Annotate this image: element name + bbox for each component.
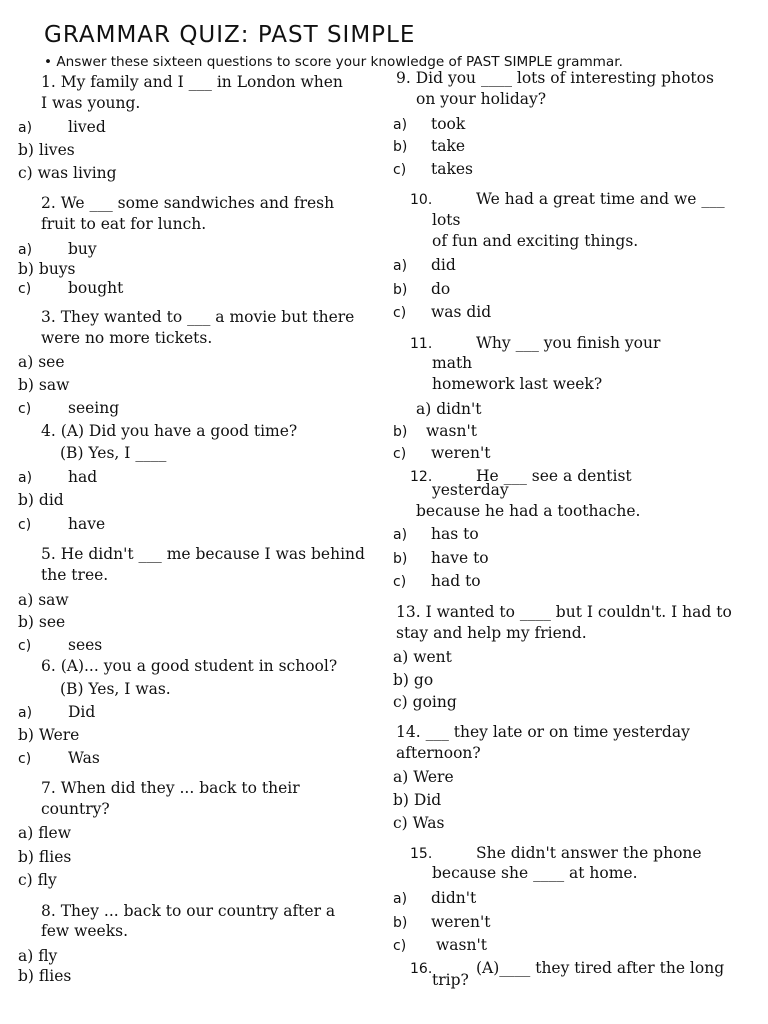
q5-option-c-letter: c) <box>18 638 32 654</box>
q9-option-b-letter: b) <box>393 139 408 155</box>
question-3: 3. They wanted to ___ a movie but there <box>41 308 355 326</box>
q6-option-b: b) Were <box>18 726 80 744</box>
q7-option-a: a) flew <box>18 824 71 842</box>
q1-option-c: c) was living <box>18 164 117 182</box>
question-12-line-2: yesterday <box>432 481 509 499</box>
question-14-line-2: afternoon? <box>396 744 481 762</box>
q15-option-b-letter: b) <box>393 915 408 931</box>
question-9: 9. Did you ____ lots of interesting photos <box>396 69 714 87</box>
question-8-line-2: few weeks. <box>41 922 128 940</box>
question-2-line-2: fruit to eat for lunch. <box>41 215 207 233</box>
q5-option-b: b) see <box>18 613 66 631</box>
question-9-line-2: on your holiday? <box>416 90 547 108</box>
q1-option-a: lived <box>68 118 106 136</box>
question-12-line-3: because he had a toothache. <box>416 502 641 520</box>
q3-option-b: b) saw <box>18 376 70 394</box>
q2-option-a-letter: a) <box>18 242 33 258</box>
question-15-number: 15. <box>410 846 433 862</box>
question-16-number: 16. <box>410 961 433 977</box>
question-11-line-3: homework last week? <box>432 375 603 393</box>
q4-option-c-letter: c) <box>18 517 32 533</box>
q12-option-b-letter: b) <box>393 551 408 567</box>
q2-option-c: bought <box>68 279 124 297</box>
question-11-number: 11. <box>410 336 433 352</box>
question-8: 8. They ... back to our country after a <box>41 902 336 920</box>
q10-option-b: do <box>431 280 451 298</box>
q7-option-b: b) flies <box>18 848 72 866</box>
q13-option-c: c) going <box>393 693 457 711</box>
q3-option-a: a) see <box>18 353 65 371</box>
question-6-line-2: (B) Yes, I was. <box>60 680 171 698</box>
question-15-line-2: because she ____ at home. <box>432 864 638 882</box>
q15-option-a: didn't <box>431 889 477 907</box>
question-10: We had a great time and we ___ <box>476 190 725 208</box>
instructions: • Answer these sixteen questions to score your knowledge of PAST SIMPLE grammar. <box>44 54 623 69</box>
q12-option-a-letter: a) <box>393 527 408 543</box>
question-5-line-2: the tree. <box>41 566 109 584</box>
question-10-line-2: lots <box>432 211 461 229</box>
question-7: 7. When did they ... back to their <box>41 779 300 797</box>
question-13: 13. I wanted to ____ but I couldn't. I had to <box>396 603 732 621</box>
question-1-line-2: I was young. <box>41 94 141 112</box>
question-2: 2. We ___ some sandwiches and fresh <box>41 194 335 212</box>
q6-option-c: Was <box>68 749 100 767</box>
question-15: She didn't answer the phone <box>476 844 702 862</box>
q6-option-a: Did <box>68 703 96 721</box>
q11-option-b: wasn't <box>426 422 477 440</box>
q8-option-b: b) flies <box>18 967 72 985</box>
question-10-line-3: of fun and exciting things. <box>432 232 639 250</box>
q11-option-c-letter: c) <box>393 446 407 462</box>
q10-option-a: did <box>431 256 456 274</box>
q12-option-c: had to <box>431 572 481 590</box>
q11-option-a: a) didn't <box>416 400 482 418</box>
q11-option-b-letter: b) <box>393 424 408 440</box>
q8-option-a: a) fly <box>18 947 58 965</box>
q4-option-a: had <box>68 468 98 486</box>
question-6: 6. (A)... you a good student in school? <box>41 657 338 675</box>
q9-option-a: took <box>431 115 466 133</box>
question-4: 4. (A) Did you have a good time? <box>41 422 298 440</box>
q14-option-a: a) Were <box>393 768 454 786</box>
q2-option-c-letter: c) <box>18 281 32 297</box>
q15-option-a-letter: a) <box>393 891 408 907</box>
q12-option-a: has to <box>431 525 479 543</box>
q12-option-b: have to <box>431 549 489 567</box>
q14-option-b: b) Did <box>393 791 442 809</box>
question-16: (A)____ they tired after the long <box>476 959 725 977</box>
q9-option-a-letter: a) <box>393 117 408 133</box>
q11-option-c: weren't <box>431 444 491 462</box>
q13-option-a: a) went <box>393 648 452 666</box>
question-5: 5. He didn't ___ me because I was behind <box>41 545 365 563</box>
q6-option-a-letter: a) <box>18 705 33 721</box>
q5-option-c: sees <box>68 636 103 654</box>
question-12: He ___ see a dentist <box>476 467 632 485</box>
question-7-line-2: country? <box>41 800 110 818</box>
q5-option-a: a) saw <box>18 591 69 609</box>
question-4-line-2: (B) Yes, I ____ <box>60 444 167 462</box>
q2-option-a: buy <box>68 240 97 258</box>
question-11-line-2: math <box>432 354 473 372</box>
q10-option-c: was did <box>431 303 492 321</box>
q9-option-c: takes <box>431 160 473 178</box>
q15-option-b: weren't <box>431 913 491 931</box>
q9-option-b: take <box>431 137 466 155</box>
q3-option-c: seeing <box>68 399 120 417</box>
q4-option-c: have <box>68 515 106 533</box>
question-10-number: 10. <box>410 192 433 208</box>
q9-option-c-letter: c) <box>393 162 407 178</box>
question-12-number: 12. <box>410 469 433 485</box>
q15-option-c-letter: c) <box>393 938 407 954</box>
q10-option-b-letter: b) <box>393 282 408 298</box>
q6-option-c-letter: c) <box>18 751 32 767</box>
q1-option-b: b) lives <box>18 141 75 159</box>
q4-option-a-letter: a) <box>18 470 33 486</box>
q12-option-c-letter: c) <box>393 574 407 590</box>
q15-option-c: wasn't <box>436 936 487 954</box>
q10-option-c-letter: c) <box>393 305 407 321</box>
question-14: 14. ___ they late or on time yesterday <box>396 723 690 741</box>
q7-option-c: c) fly <box>18 871 57 889</box>
question-1: 1. My family and I ___ in London when <box>41 73 343 91</box>
question-3-line-2: were no more tickets. <box>41 329 213 347</box>
q2-option-b: b) buys <box>18 260 76 278</box>
q4-option-b: b) did <box>18 491 64 509</box>
q10-option-a-letter: a) <box>393 258 408 274</box>
page-title: GRAMMAR QUIZ: PAST SIMPLE <box>44 22 416 48</box>
q14-option-c: c) Was <box>393 814 445 832</box>
question-11: Why ___ you finish your <box>476 334 661 352</box>
q13-option-b: b) go <box>393 671 434 689</box>
q3-option-c-letter: c) <box>18 401 32 417</box>
question-16-line-2: trip? <box>432 971 469 989</box>
question-13-line-2: stay and help my friend. <box>396 624 587 642</box>
q1-option-a-letter: a) <box>18 120 33 136</box>
